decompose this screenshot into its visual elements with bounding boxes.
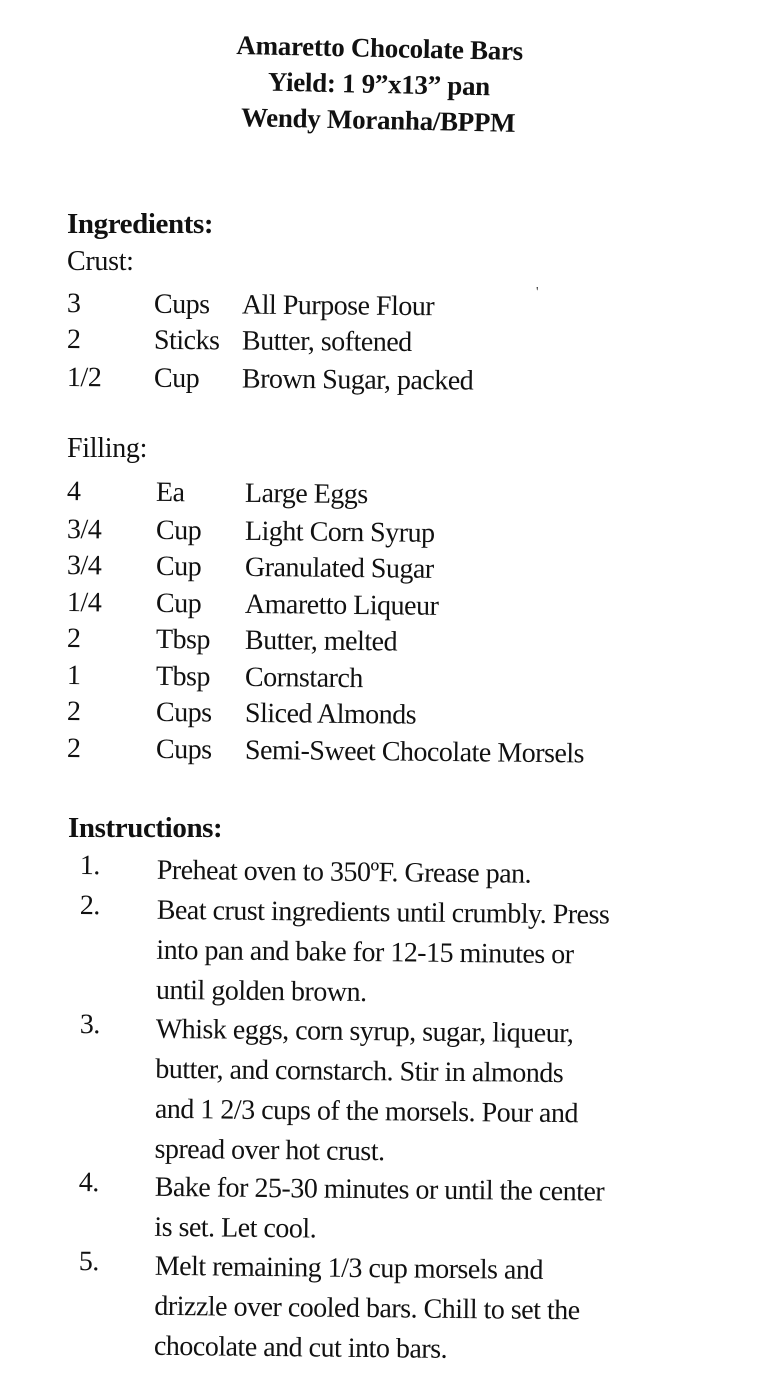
ingredient-name: Cornstarch [244, 661, 364, 695]
step-text: Melt remaining 1/3 cup morsels and drizzle over cooled bars. Chill to set the chocolate and cut into bars. [153, 1250, 580, 1365]
ingredient-name: Light Corn Syrup [244, 515, 435, 549]
step-text: Bake for 25-30 minutes or until the center is set. Let cool. [154, 1171, 605, 1245]
ingredients-heading: Ingredients: [67, 208, 214, 240]
ingredient-name: Butter, melted [244, 624, 398, 658]
ingredient-name: All Purpose Flour [241, 289, 435, 323]
ingredient-qty: 3 [66, 288, 81, 320]
recipe-title: Amaretto Chocolate Bars [236, 29, 524, 66]
ingredient-qty: 1/2 [66, 362, 102, 394]
ingredient-qty: 1/4 [66, 587, 102, 619]
stray-mark: ' [536, 285, 539, 300]
ingredient-name: Large Eggs [244, 477, 368, 511]
ingredient-unit: Cups [155, 733, 212, 766]
ingredient-unit: Cups [153, 288, 210, 321]
ingredient-qty: 1 [66, 660, 81, 692]
ingredient-name: Semi-Sweet Chocolate Morsels [244, 734, 585, 770]
step-number: 4. [78, 1167, 99, 1199]
filling-label: Filling: [67, 433, 148, 464]
recipe-yield: Yield: 1 9”x13” pan [267, 66, 491, 102]
crust-label: Crust: [67, 246, 134, 277]
ingredient-name: Butter, softened [241, 325, 412, 359]
instructions-heading: Instructions: [68, 812, 223, 844]
step-number: 3. [79, 1009, 100, 1041]
ingredient-qty: 2 [66, 733, 81, 765]
step-number: 5. [78, 1246, 99, 1278]
step-text: Whisk eggs, corn syrup, sugar, liqueur, butter, and cornstarch. Stir in almonds and 1 2/3 cups of the morsels. Pour and spread over hot crust. [154, 1013, 579, 1168]
recipe-author: Wendy Moranha/BPPM [240, 102, 516, 138]
ingredient-unit: Tbsp [155, 623, 211, 656]
ingredient-qty: 3/4 [66, 550, 102, 582]
ingredient-qty: 2 [66, 696, 81, 728]
ingredient-unit: Tbsp [155, 660, 211, 693]
ingredient-unit: Ea [155, 476, 185, 509]
ingredient-unit: Cup [153, 362, 200, 395]
ingredient-unit: Cup [155, 514, 202, 547]
ingredient-unit: Cup [155, 587, 202, 620]
ingredient-name: Brown Sugar, packed [241, 363, 474, 397]
recipe-header [0, 22, 768, 146]
step-text: Preheat oven to 350ºF. Grease pan. [156, 854, 532, 890]
ingredient-qty: 2 [66, 623, 81, 655]
ingredient-name: Granulated Sugar [244, 551, 434, 585]
ingredient-qty: 4 [66, 476, 81, 508]
ingredient-name: Sliced Almonds [244, 697, 417, 731]
ingredient-name: Amaretto Liqueur [244, 588, 439, 622]
ingredient-qty: 3/4 [66, 514, 102, 546]
ingredient-unit: Cup [155, 550, 202, 583]
ingredient-unit: Sticks [153, 324, 220, 357]
step-number: 1. [79, 850, 100, 882]
step-text: Beat crust ingredients until crumbly. Press into pan and bake for 12-15 minutes or until golden brown. [155, 894, 610, 1009]
step-number: 2. [79, 890, 100, 922]
ingredient-qty: 2 [66, 324, 81, 356]
ingredient-unit: Cups [155, 696, 212, 729]
